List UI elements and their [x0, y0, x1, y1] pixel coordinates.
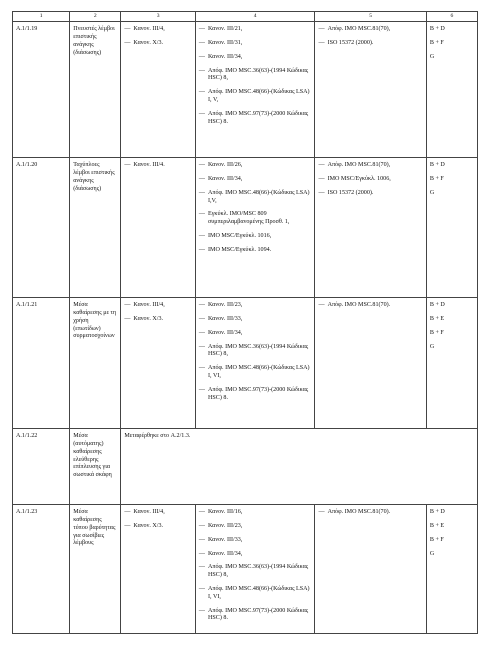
dash-marker: — — [198, 162, 205, 169]
module-code: B + D — [429, 302, 445, 309]
testing-standard — [318, 190, 422, 198]
solas-regulations-cell — [121, 298, 196, 429]
imo-regulation-text: Απόφ. IMO MSC.48(66)-(Κώδικας LSA) I,V, — [208, 189, 310, 204]
solas-regulation-text: Κανον. X/3. — [133, 522, 164, 529]
solas-regulation-text: Κανον. III/4. — [133, 162, 165, 169]
imo-regulation-text: Κανον. III/23, — [208, 522, 243, 529]
testing-standard — [318, 176, 422, 184]
testing-standard — [318, 26, 422, 34]
imo-regulations-cell — [195, 298, 315, 429]
module-code: G — [429, 343, 435, 350]
solas-regulation — [124, 316, 192, 324]
imo-regulation-text: Κανον. III/34, — [208, 53, 243, 60]
dash-marker: — — [124, 26, 131, 33]
imo-regulation-text: Απόφ. IMO MSC.48(66)-(Κώδικας LSA) I, V, — [208, 89, 310, 103]
imo-regulation-text: Κανον. III/23, — [208, 302, 243, 309]
testing-standards-cell — [315, 298, 426, 429]
header-col-5: 5 — [315, 12, 426, 22]
header-col-3: 3 — [121, 12, 196, 22]
module-code: B + F — [429, 329, 444, 336]
module-code: B + E — [429, 315, 445, 322]
table-row — [13, 158, 478, 298]
imo-regulation — [199, 111, 312, 127]
item-name: Μέσα καθαίρεσης τύπου βαρύτητας για σωσίβιες λέμβους — [70, 505, 121, 634]
item-code: A.1/1.23 — [13, 505, 70, 634]
imo-regulations-cell — [195, 158, 315, 298]
module-code: G — [429, 550, 435, 557]
imo-regulation — [199, 54, 312, 62]
table-row — [13, 429, 478, 505]
modules-cell — [426, 298, 477, 429]
table-row — [13, 505, 478, 634]
dash-marker: — — [198, 26, 205, 33]
dash-marker: — — [124, 509, 131, 516]
item-code: A.1/1.22 — [13, 429, 70, 505]
module-code: B + D — [429, 509, 445, 516]
dash-marker: — — [198, 536, 205, 543]
imo-regulation-text: Κανον. III/34, — [208, 550, 243, 557]
dash-marker: — — [198, 564, 205, 571]
dash-marker: — — [124, 39, 131, 46]
imo-regulation-text: Απόφ. IMO MSC.48(66)-(Κώδικας LSA) I, VI, — [208, 365, 310, 379]
testing-standard — [318, 302, 422, 310]
item-name: Μέσα (αυτόματης) καθαίρεσης ελεύθερης επίπλευσης για σωστικά σκάφη — [70, 429, 121, 505]
imo-regulation-text: IMO MSC/Εγκύκλ. 1016, — [208, 232, 272, 239]
testing-standards-cell — [315, 158, 426, 298]
dash-marker: — — [318, 189, 325, 196]
testing-standard-text: Απόφ. IMO MSC.81(70). — [327, 509, 391, 516]
imo-regulation-text: Κανον. III/33, — [208, 315, 243, 322]
dash-marker: — — [198, 211, 205, 218]
solas-regulations-cell — [121, 22, 196, 158]
imo-regulation-text: Εγκύκλ. IMO/MSC 809 συμπεριλαμβανομένης Προσθ. 1, — [208, 211, 290, 226]
imo-regulation — [199, 551, 312, 559]
header-col-6: 6 — [426, 12, 477, 22]
item-code: A.1/1.19 — [13, 22, 70, 158]
dash-marker: — — [124, 315, 131, 322]
transfer-note: Μεταφέρθηκε στο A.2/1.3. — [121, 429, 478, 505]
solas-regulation — [124, 302, 192, 310]
imo-regulations-cell — [195, 505, 315, 634]
dash-marker: — — [198, 550, 205, 557]
imo-regulation — [199, 330, 312, 338]
imo-regulation — [199, 586, 312, 602]
item-name: Ταχύπλοες λέμβοι επιστικής ανάγκης (διάσωσης) — [70, 158, 121, 298]
testing-standard-text: ISO 15372 (2000). — [327, 189, 374, 196]
module-code: G — [429, 189, 435, 196]
solas-regulation-text: Κανον. III/4, — [133, 302, 165, 309]
imo-regulation — [199, 211, 312, 227]
imo-regulation — [199, 316, 312, 324]
imo-regulation-text: Απόφ. IMO MSC.97(73)-(2000 Κώδικας HSC) 8. — [208, 110, 309, 125]
testing-standard — [318, 40, 422, 48]
solas-regulations-cell — [121, 505, 196, 634]
solas-regulation-text: Κανον. X/3. — [133, 315, 164, 322]
testing-standard — [318, 509, 422, 517]
imo-regulation-text: Απόφ. IMO MSC.36(63)-(1994 Κώδικας HSC) 8, — [208, 67, 309, 82]
imo-regulation — [199, 608, 312, 624]
imo-regulation — [199, 247, 312, 255]
item-code: A.1/1.21 — [13, 298, 70, 429]
header-row — [13, 12, 478, 22]
solas-regulation — [124, 509, 192, 517]
dash-marker: — — [198, 53, 205, 60]
solas-regulation-text: Κανον. X/3. — [133, 39, 164, 46]
solas-regulation — [124, 40, 192, 48]
module-code: B + F — [429, 39, 444, 46]
dash-marker: — — [318, 162, 325, 169]
module-code: B + D — [429, 162, 445, 169]
imo-regulation — [199, 162, 312, 170]
dash-marker: — — [198, 110, 205, 117]
testing-standard-text: Απόφ. IMO MSC.81(70). — [327, 302, 391, 309]
imo-regulation — [199, 387, 312, 403]
imo-regulation — [199, 302, 312, 310]
dash-marker: — — [198, 343, 205, 350]
header-col-1: 1 — [13, 12, 70, 22]
header-col-4: 4 — [195, 12, 315, 22]
dash-marker: — — [198, 509, 205, 516]
imo-regulation-text: Κανον. III/21, — [208, 26, 243, 33]
modules-cell — [426, 158, 477, 298]
imo-regulation-text: Κανον. III/26, — [208, 162, 243, 169]
dash-marker: — — [318, 302, 325, 309]
solas-regulation — [124, 26, 192, 34]
solas-regulation — [124, 523, 192, 531]
imo-regulation-text: Κανον. III/16, — [208, 509, 243, 516]
testing-standard-text: IMO MSC/Εγκύκλ. 1006, — [327, 175, 391, 182]
solas-regulation-text: Κανον. III/4, — [133, 26, 165, 33]
item-name: Πνευστές λέμβοι επιστικής ανάγκης (διάσωσης) — [70, 22, 121, 158]
dash-marker: — — [198, 329, 205, 336]
imo-regulation — [199, 176, 312, 184]
item-name: Μέσα καθαίρεσης με τη χρήση (επωτίδων) συρματοσχοίνων — [70, 298, 121, 429]
imo-regulation-text: Κανον. III/34, — [208, 329, 243, 336]
dash-marker: — — [198, 585, 205, 592]
modules-cell — [426, 505, 477, 634]
imo-regulation — [199, 26, 312, 34]
dash-marker: — — [198, 365, 205, 372]
dash-marker: — — [198, 232, 205, 239]
module-code: B + F — [429, 175, 444, 182]
regulations-table — [12, 11, 478, 634]
dash-marker: — — [198, 386, 205, 393]
imo-regulation-text: Απόφ. IMO MSC.97(73)-(2000 Κώδικας HSC) 8. — [208, 607, 309, 622]
testing-standards-cell — [315, 22, 426, 158]
table-row — [13, 298, 478, 429]
testing-standards-cell — [315, 505, 426, 634]
imo-regulation-text: Κανον. III/33, — [208, 536, 243, 543]
dash-marker: — — [124, 302, 131, 309]
header-col-2: 2 — [70, 12, 121, 22]
imo-regulation — [199, 365, 312, 381]
imo-regulation-text: Απόφ. IMO MSC.36(63)-(1994 Κώδικας HSC) 8, — [208, 343, 309, 358]
dash-marker: — — [124, 522, 131, 529]
dash-marker: — — [198, 302, 205, 309]
dash-marker: — — [318, 26, 325, 33]
testing-standard-text: ISO 15372 (2000). — [327, 39, 374, 46]
solas-regulations-cell — [121, 158, 196, 298]
imo-regulation — [199, 233, 312, 241]
testing-standard-text: Απόφ. IMO MSC.81(70), — [327, 26, 391, 33]
module-code: G — [429, 53, 435, 60]
module-code: B + D — [429, 26, 445, 33]
dash-marker: — — [318, 175, 325, 182]
testing-standard-text: Απόφ. IMO MSC.81(70), — [327, 162, 391, 169]
imo-regulation-text: Απόφ. IMO MSC.97(73)-(2000 Κώδικας HSC) 8. — [208, 386, 309, 401]
dash-marker: — — [198, 39, 205, 46]
testing-standard — [318, 162, 422, 170]
imo-regulation — [199, 509, 312, 517]
dash-marker: — — [318, 39, 325, 46]
table-row — [13, 22, 478, 158]
imo-regulation — [199, 344, 312, 360]
imo-regulation-text: IMO MSC/Εγκύκλ. 1094. — [208, 246, 272, 253]
dash-marker: — — [198, 246, 205, 253]
imo-regulation-text: Απόφ. IMO MSC.48(66)-(Κώδικας LSA) I, VI, — [208, 585, 310, 600]
imo-regulation — [199, 537, 312, 545]
module-code: B + E — [429, 522, 445, 529]
dash-marker: — — [124, 162, 131, 169]
imo-regulation — [199, 40, 312, 48]
imo-regulation — [199, 89, 312, 105]
imo-regulation — [199, 564, 312, 580]
item-code: A.1/1.20 — [13, 158, 70, 298]
imo-regulation — [199, 190, 312, 206]
imo-regulation-text: Κανον. III/34, — [208, 175, 243, 182]
solas-regulation-text: Κανον. III/4, — [133, 509, 165, 516]
imo-regulation-text: Απόφ. IMO MSC.36(63)-(1994 Κώδικας HSC) 8, — [208, 564, 309, 579]
dash-marker: — — [198, 315, 205, 322]
module-code: B + F — [429, 536, 444, 543]
dash-marker: — — [198, 175, 205, 182]
dash-marker: — — [198, 607, 205, 614]
dash-marker: — — [198, 522, 205, 529]
dash-marker: — — [318, 509, 325, 516]
imo-regulation-text: Κανον. III/31, — [208, 39, 243, 46]
imo-regulations-cell — [195, 22, 315, 158]
dash-marker: — — [198, 89, 205, 96]
solas-regulation — [124, 162, 192, 170]
imo-regulation — [199, 523, 312, 531]
imo-regulation — [199, 68, 312, 84]
dash-marker: — — [198, 67, 205, 74]
dash-marker: — — [198, 189, 205, 196]
modules-cell — [426, 22, 477, 158]
